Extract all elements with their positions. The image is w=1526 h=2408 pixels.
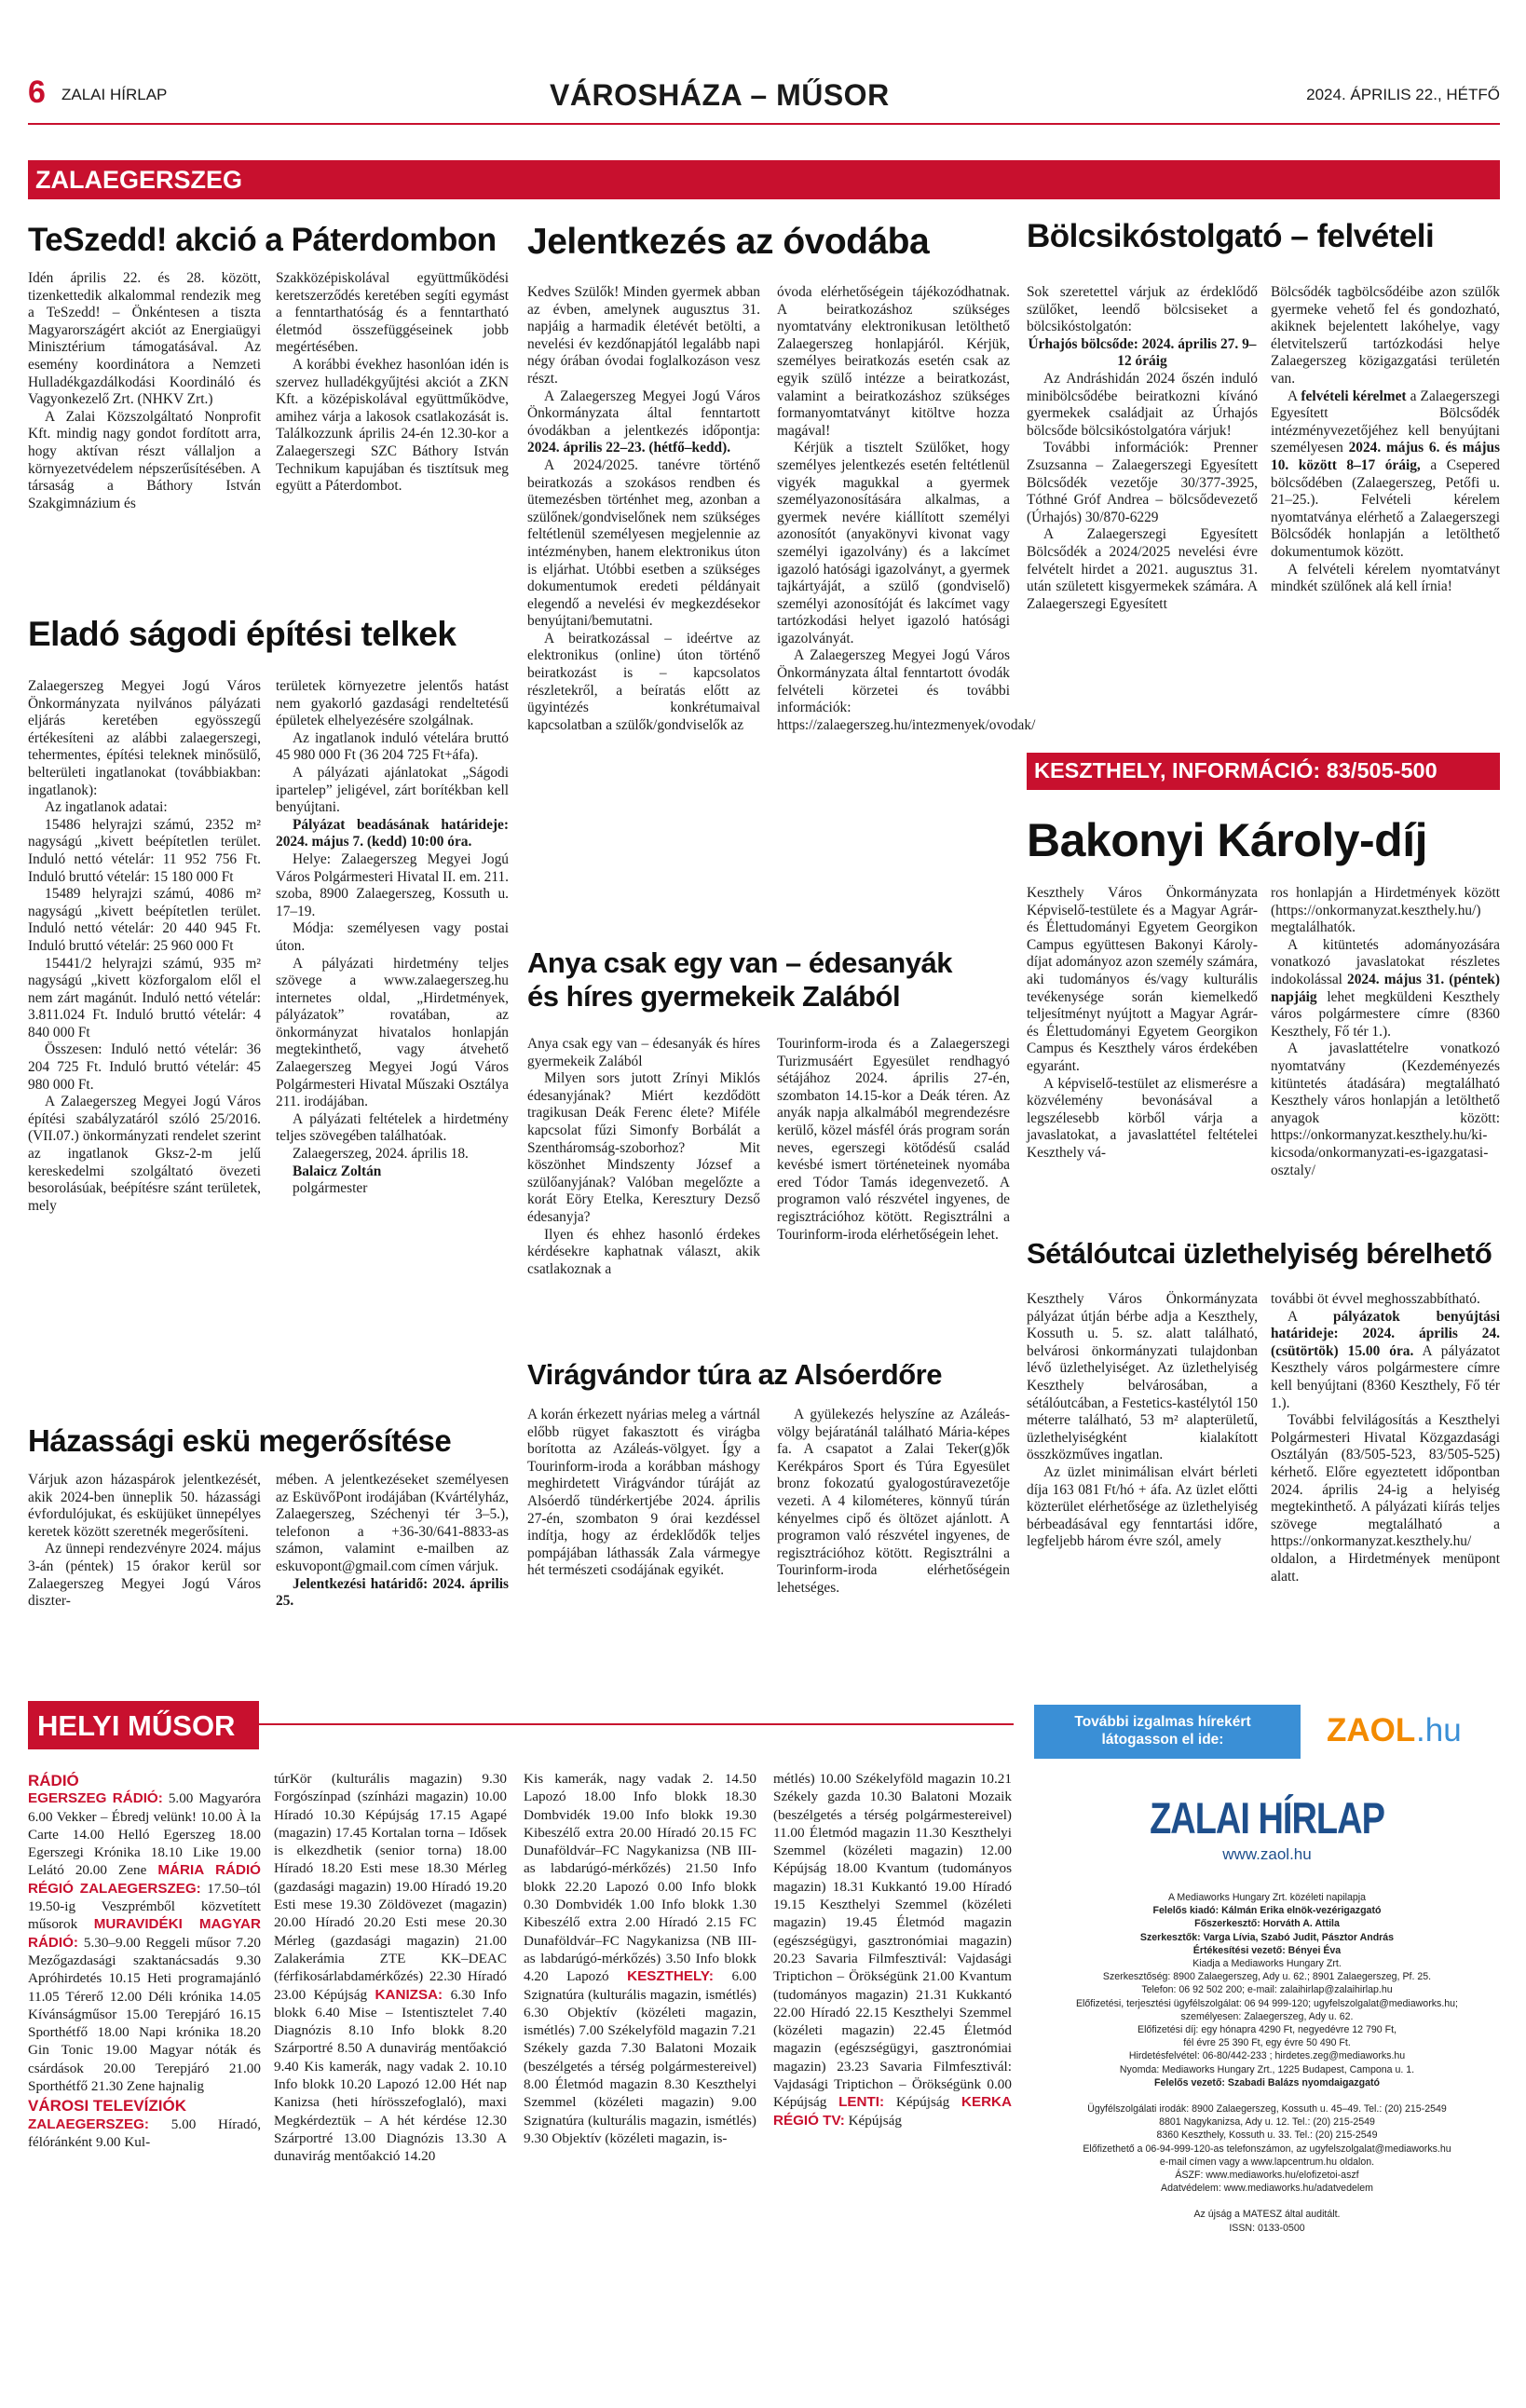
bolcsi-title: Bölcsikóstolgató – felvételi: [1027, 218, 1435, 254]
setalo-title: Sétálóutcai üzlethelyiség bérelhető: [1027, 1237, 1492, 1270]
tv-col3: Kis kamerák, nagy vadak 2. 14.50 Lapozó 18.00 Info blokk 18.30 Dombvidék 19.00 Info blokk 19.30 Kibeszélő extra 20.00 Híradó 20.15 FC Dunaföldvár–FC Nagykanizsa (NB III-as labdarúgó-mérkőzés) 21.50 Info blokk 22.20 Lapozó 0.00 Info blokk 0.30 Dombvidék 1.00 Info blokk 1.30 Kibeszélő extra 2.00 Híradó 2.15 FC Dunaföldvár–FC Nagykanizsa (NB III-as labdarúgó-mérkőzés) 3.50 Info blokk 4.20 Lapozó KESZTHELY: 6.00 Szignatúra (kulturális magazin, ismétlés) 6.30 Objektív (közéleti magazin, ismétlés) 7.00 Székelyföld magazin 7.21 Székely gazda 7.30 Balatoni Mozaik (beszélgetés a térség polgármestereivel) 8.00 Életmód magazin 8.30 Keszthelyi Szemmel (közéleti magazin) 9.00 Szignatúra (kulturális magazin, ismétlés) 9.30 Objektív (közéleti magazin, is-: [524, 1771, 757, 2146]
imprint-line: Ügyfélszolgálati irodák: 8900 Zalaegerszeg, Kossuth u. 45–49. Tel.: (20) 215-2549: [1087, 2103, 1447, 2116]
imprint-line: Előfizetési díj: egy hónapra 4290 Ft, negyedévre 12 790 Ft,: [1138, 2024, 1397, 2036]
tv-col4: métlés) 10.00 Székelyföld magazin 10.21 Székely gazda 10.30 Balatoni Mozaik (beszélgetés a térség polgármestereivel) 11.00 Életmód magazin 11.30 Keszthelyi Szemmel (közéleti magazin) 12.00 Képújság 18.00 Kvantum (tudományos magazin) 18.31 Kukkantó 19.00 Híradó 19.15 Keszthelyi Szemmel (közéleti magazin) 19.45 Életmód magazin (egészségügyi, gasztronómiai magazin) 20.23 Savaria Filmfesztivál: Vajdasági Triptichon – Örökségünk 21.00 Kvantum (tudományos magazin) 21.31 Kukkantó 22.00 Híradó 22.15 Keszthelyi Szemmel (közéleti magazin) 22.45 Életmód magazin (egészségügyi, gasztronómiai magazin) 23.23 Savaria Filmfesztivál: Vajdasági Triptichon – Örökségünk 0.00 Képújság LENTI: Képújság KERKA RÉGIÓ TV: Képújság: [773, 1771, 1012, 2129]
sagod-title: Eladó ságodi építési telkek: [28, 615, 456, 653]
tv-col1: RÁDIÓ EGERSZEG RÁDIÓ: 5.00 Magyaróra 6.00 Vekker – Ébredj velünk! 10.00 À la Carte 14.00 Helló Egerszeg 18.00 Egerszegi Krónika 18.10 Like 19.00 Lelátó 20.00 Zene MÁRIA RÁDIÓ RÉGIÓ ZALAEGERSZEG: 17.50–tól 19.50-ig Veszprémből közvetített műsorok MURAVIDÉKI MAGYAR RÁDIÓ: 5.30–9.00 Reggeli műsor 7.20 Mezőgazdasági szaktanácsadás 9.30 Apróhirdetés 10.15 Heti programajánló 11.05 Térerő 12.00 Déli krónika 14.05 Kívánságműsor 15.00 Terepjáró 16.15 Sporthétfő 18.00 Napi krónika 18.20 Gin Tonic 19.00 Magyar nóták és csárdások 20.00 Terepjáró 21.00 Sporthétfő 21.30 Zene hajnalig VÁROSI TELEVÍZIÓK ZALAEGERSZEG: 5.00 Híradó, félóránként 9.00 Kul-: [28, 1772, 262, 2150]
imprint-line: Adatvédelem: www.mediaworks.hu/adatvedelem: [1161, 2183, 1373, 2195]
imprint-line: ISSN: 0133-0500: [1229, 2222, 1305, 2234]
page-header: [28, 75, 1500, 130]
bakonyi-col1: Keszthely Város Önkormányzata Képviselő-testülete és a Magyar Agrár- és Élettudományi Egyetem Georgikon Campus együttesen Bakonyi Károly-díjat adományoz azon személy számára, aki tudományos és/vagy kulturális tevékenysége során kiemelkedő teljesítményt nyújtott a Magyar Agrár- és Élettudományi Egyetem Georgikon Campus és Keszthely város érdekében egyaránt. A képviselő-testület az elismerésre a közvélemény bevonásával a legszélesebb körből várja a javaslatokat, a javaslattétel feltételei Keszthely vá-: [1027, 885, 1258, 1161]
page-number: 6: [28, 75, 46, 110]
ovoda-col2: óvoda elérhetőségein tájékozódhatnak. A beiratkozáshoz szükséges nyomtatvány elektronikusan letölthető Zalaegerszeg honlapjáról. Kérjük, személyes beiratkozás esetén csak az egyik szülő intézze a beiratkozást, valamint a beiratkozáshoz szükséges formanyomtatványt kitöltve hozza magával! Kérjük a tisztelt Szülőket, hogy személyes jelentkezés esetén feltétlenül vigyék magukkal a gyermek személyazonosítására alkalmas, a gyermek nevére kiállított személyi azonosítót (anyakönyvi kivonat vagy személyi igazolvány) és a lakcímet igazoló hatósági igazolványt, a gyermek tajkártyáját, a szülő (gondviselő) személyi azonosítóját és lakcímet vagy tartózkodási helyet igazoló hatósági igazolványát. A Zalaegerszeg Megyei Jogú Város Önkormányzata által fenntartott óvodák felvételi körzetei és további információk: https://zalaegerszeg.hu/intezmenyek/ovodak/: [777, 284, 1036, 733]
imprint-line: Felelős vezető: Szabadi Balázs nyomdaigazgató: [1154, 2076, 1380, 2088]
bakonyi-title: Bakonyi Károly-díj: [1027, 814, 1427, 866]
tv-rule: [259, 1723, 1014, 1725]
imprint-line: Főszerkesztő: Horváth A. Attila: [1194, 1918, 1340, 1930]
imprint-line: 8360 Keszthely, Kossuth u. 33. Tel.: (20) 215-2549: [1156, 2129, 1378, 2142]
imprint-line: 8801 Nagykanizsa, Ady u. 12. Tel.: (20) 215-2549: [1159, 2116, 1375, 2129]
teszedd-col2: Szakközépiskolával együttműködési keretszerződés keretében segíti egymást a fenntarthatóság és a fenntartható életmód összefüggéseinek jobb megértésében. A korábbi évekhez hasonlóan idén is szervez hulladékgyűjtési akciót a ZKN Kft. a középiskolával együttműködve, amihez várja a lakosok csatlakozását is. Találkozzunk április 24-én 12.30-kor a Zalaegerszegi SZC Báthory István Technikum kapujában és tisztítsuk meg együtt a Páterdombot.: [276, 270, 509, 495]
imprint-lines: [1034, 1891, 1500, 2235]
hazassag-title: Házassági eskü megerősítése: [28, 1423, 452, 1458]
imprint-line: Értékesítési vezető: Bényei Éva: [1192, 1944, 1342, 1956]
signature-name: Balaicz Zoltán: [293, 1163, 382, 1179]
viragvandor-col2: A gyülekezés helyszíne az Azáleás-völgy bejáratánál található Mária-képes fa. A csapatot a Zalai Teker(g)ők Kerékpáros Sport és Túra Egyesület bronz fokozatú gyalogostúravezetője vezeti. A 4 kilométeres, könnyű túrán kényelmes cipő és öltözet ajánlott. A programon való részvétel ingyenes, de regisztrációhoz kötött. Regisztrálni a Tourinform-iroda elérhetőségein lehetséges.: [777, 1407, 1010, 1596]
imprint-line: Nyomda: Mediaworks Hungary Zrt., 1225 Budapest, Campona u. 1.: [1119, 2063, 1415, 2075]
teszedd-col1: Idén április 22. és 28. között, tizenkettedik alkalommal rendezik meg a TeSzedd! – Önkéntesen a tiszta Magyarországért akciót az Energiaügyi Minisztérium támogatásával. Az esemény koordinátora a Nemzeti Hulladékgazdálkodási Koordináló és Vagyonkezelő Zrt. (NHKV Zrt.) A Zalai Közszolgáltató Nonprofit Kft. mindig nagy gondot fordított arra, hogy aktívan részt vállaljon a környezetvédelem népszerűsítésében. A társaság a Báthory István Szakgimnázium és: [28, 270, 261, 511]
teszedd-title: TeSzedd! akció a Páterdombon: [28, 222, 497, 258]
sagod-col1: Zalaegerszeg Megyei Jogú Város Önkormányzata nyilvános pályázati eljárás keretében egyösszegű értékesíteni az alábbi zalaegerszegi, tehermentes, építési teleknek minősülő, belterületi ingatlanokat (továbbiakban: ingatlanok): Az ingatlanok adatai: 15486 helyrajzi számú, 2352 m² nagyságú „kivett beépítetlen terület. Induló nettó vételár: 11 952 756 Ft. Induló bruttó vételár: 15 180 000 Ft 15489 helyrajzi számú, 4086 m² nagyságú „kivett beépítetlen terület. Induló nettó vételár: 20 440 945 Ft. Induló bruttó vételár: 25 960 000 Ft 15441/2 helyrajzi számú, 935 m² nagyságú „kivett közforgalom elől el nem zárt magánút. Induló nettó vételár: 3.811.024 Ft. Induló bruttó vételár: 4 840 000 Ft Összesen: Induló nettó vételár: 36 204 725 Ft. Induló bruttó vételár: 45 980 000 Ft. A Zalaegerszeg Megyei Jogú Város építési szabályzatáról szóló 25/2016. (VII.07.) önkormányzati rendelet szerint az ingatlanok Gksz-2-m jelű kereskedelmi szolgáltató övezeti besorolásúak, beépítésre szánt területek, mely: [28, 678, 261, 1214]
paper-name: ZALAI HÍRLAP: [61, 86, 168, 103]
tv-banner: HELYI MŰSOR: [28, 1701, 259, 1749]
viragvandor-col1: A korán érkezett nyárias meleg a vártnál előbb rügyet fakasztott és virágba borította az Azáleás-völgyet. Így a Tourinform-iroda a korábban máshogy meghirdetett Virágvándor túráját az Alsóerdő tündérkertjébe 2024. április 27-én, szombaton 9 órai kezdéssel indítja, hogy az érdeklődők teljes pompájában láthassák Zala vármegye hét természeti csodájának egyikét.: [527, 1407, 760, 1579]
ovoda-title: Jelentkezés az óvodába: [527, 222, 930, 262]
imprint-line: Szerkesztőség: 8900 Zalaegerszeg, Ady u. 62.; 8901 Zalaegerszeg, Pf. 25.: [1102, 1971, 1432, 1983]
anya-title: Anya csak egy van – édesanyák és híres gyermekeik Zalából: [527, 946, 952, 1013]
imprint-logo: ZALAI HÍRLAP www.zaol.hu: [1150, 1794, 1384, 1863]
signature-title: polgármester: [293, 1180, 368, 1197]
imprint-line: Hirdetésfelvétel: 06-80/442-233 ; hirdetes.zeg@mediaworks.hu: [1128, 2050, 1406, 2062]
sagod-col2: területek környezetre jelentős hatást nem gyakorló gazdasági rendeltetésű épületek elhelyezésére szolgálnak. Az ingatlanok induló vételára bruttó 45 980 000 Ft (36 204 725 Ft+áfa). A pályázati ajánlatokat „Ságodi ipartelep” jeligével, zárt borítékban kell benyújtani. Pályázat beadásának határideje: 2024. május 7. (kedd) 10:00 óra. Helye: Zalaegerszeg Megyei Jogú Város Polgármesteri Hivatal II. em. 211. szoba, 8900 Zalaegerszeg, Kossuth u. 17–19. Módja: személyesen vagy postai úton. A pályázati hirdetmény teljes szövege a www.zalaegerszeg.hu internetes oldal, „Hirdetmények, pályázatok” rovatában, az önkormányzat hivatalos honlapján megtekinthető, vagy átvehető Zalaegerszeg Megyei Jogú Város Polgármesteri Hivatal Műszaki Osztálya 211. irodájában. A pályázati feltételek a hirdetmény teljes szövegében találhatóak. Zalaegerszeg, 2024. április 18. Balaicz Zoltán polgármester: [276, 678, 509, 1197]
tv-section-tv: VÁROSI TELEVÍZIÓK: [28, 2097, 187, 2116]
imprint-line: fél évre 25 390 Ft, egy évre 50 490 Ft.: [1183, 2037, 1351, 2049]
anya-col2: Tourinform-iroda és a Zalaegerszegi Turizmusáért Egyesület rendhagyó sétájához 2024. április 27-én, szombaton 14.15-kor a Deák téren. Az anyák napja alkalmából megrendezésre kerülő, közel másfél órás program során neves, egerszegi kötődésű család kevésbé ismert történeteinek nyomába ered Tódor Tamás idegenvezető. A programon való részvétel ingyenes, de regisztrációhoz kötött. Regisztrálni a Tourinform-iroda elérhetőségein lehet.: [777, 1036, 1010, 1243]
imprint-line: ÁSZF: www.mediaworks.hu/elofizetoi-aszf: [1175, 2170, 1359, 2182]
tv-col2: túrKör (kulturális magazin) 9.30 Forgószínpad (színházi magazin) 10.00 Híradó 10.30 Képújság 17.15 Agapé (magazin) 17.45 Kortalan torna – Idősek is elkezdhetik (senior torna) 18.00 Híradó 18.20 Esti mese 18.30 Mérleg (gazdasági magazin) 19.00 Híradó 19.20 Esti mese 19.30 Zöldövezet (magazin) 20.00 Híradó 20.20 Esti mese 20.30 Mérleg (gazdasági magazin) 21.00 Zalakerámia ZTE KK–DEAC (férfikosárlabdamérkőzés) 22.30 Híradó 23.00 Képújság KANIZSA: 6.30 Info blokk 6.40 Mise – Istentisztelet 7.40 Diagnózis 8.10 Info blokk 8.20 Szárportré 8.50 A dunavirág mentőakció 9.40 Kis kamerák, nagy vadak 2. 10.10 Info blokk 10.20 Lapozó 12.00 Hét nap Kanizsa (heti hírösszefoglaló), maxi Megkérdeztük – A hét kérdése 12.30 Szárportré 13.00 Diagnózis 13.30 A dunavirág mentőakció 14.20: [274, 1771, 507, 2165]
section-title: VÁROSHÁZA – MŰSOR: [550, 78, 890, 112]
header-rule: [28, 123, 1500, 125]
bakonyi-col2: ros honlapján a Hirdetmények között (https://onkormanyzat.keszthely.hu/) megtalálhatók. A kitüntetés adományozására vonatkozó javaslatokat részletes indokolással 2024. május 31. (péntek) napjáig lehet megküldeni Keszthely város polgármestere címre (8360 Keszthely, Fő tér 1.). A javaslattételre vonatkozó nyomtatvány (Kezdeményezés kitüntetés átadására) megtalálható Keszthely város honlapján a letölthető anyagok között: https://onkormanyzat.keszthely.hu/ki-kicsoda/onkormanyzati-es-igazgatasi-osztaly/: [1271, 885, 1500, 1178]
imprint-line: személyesen: Zalaegerszeg, Ady u. 62.: [1180, 2010, 1354, 2022]
imprint-line: Az újság a MATESZ által auditált.: [1193, 2209, 1341, 2221]
imprint-line: Előfizetési, terjesztési ügyfélszolgálat: 06 94 999-120; ugyfelszolgalat@mediaworks.hu;: [1075, 1997, 1458, 2009]
viragvandor-title: Virágvándor túra az Alsóerdőre: [527, 1358, 942, 1391]
anya-col1: Anya csak egy van – édesanyák és híres gyermekeik Zalából Milyen sors jutott Zrínyi Miklós édesanyjának? Miért kezdődött tragikusan Deák Ferenc élete? Miféle kapcsolat fűzi Simonfy Borbálát a Szentháromság-szoborhoz? Mit köszönhet Mindszenty József a szülőanyjának? Valóban megelőzte a korát Eöry Etelka, Keresztury Dezső édesanyja? Ilyen és ehhez hasonló érdekes kérdésekre kaphatnak választ, akik csatlakoznak a: [527, 1036, 760, 1277]
zaol-promo[interactable]: [1034, 1705, 1500, 1759]
imprint-line: Kiadja a Mediaworks Hungary Zrt.: [1192, 1958, 1342, 1970]
imprint-line: Szerkesztők: Varga Lívia, Szabó Judit, Pásztor András: [1139, 1931, 1395, 1943]
tv-section-radio: RÁDIÓ: [28, 1772, 79, 1789]
imprint-box: [1034, 1781, 1500, 2377]
issue-date: 2024. ÁPRILIS 22., HÉTFŐ: [1306, 86, 1500, 103]
zalaegerszeg-banner: ZALAEGERSZEG: [28, 160, 1500, 199]
hazassag-col1: Várjuk azon házaspárok jelentkezését, akik 2024-ben ünneplik 50. házassági évfordulójukat, és esküjüket ünnepélyes keretek között szeretnék megerősíteni. Az ünnepi rendezvényre 2024. május 3-án (péntek) 15 órakor kerül sor Zalaegerszeg Megyei Jogú Város diszter-: [28, 1472, 261, 1610]
zaol-logo: ZAOL .hu: [1301, 1705, 1500, 1759]
imprint-line: Felelős kiadó: Kálmán Erika elnök-vezérigazgató: [1152, 1905, 1382, 1917]
setalo-col1: Keszthely Város Önkormányzata pályázat útján bérbe adja a Keszthely, Kossuth u. 5. sz. alatt található, belvárosi önkormányzati tulajdonban lévő üzlethelyiséget. Az üzlethelyiség Keszthely belvárosában, a sétálóutcában, a Festetics-kastélytól 150 méterre található, 53 m² alapterületű, üzlethelyiségként kialakított összközműves ingatlan. Az üzlet minimálisan elvárt bérleti díja 163 081 Ft/hó + áfa. Az üzlet előtti közterület elérhetősége az üzlethelyiség bérbeadásával egy fenntartási időre, legfeljebb három évre szól, amely: [1027, 1291, 1258, 1550]
imprint-line: Előfizethető a 06-94-999-120-as telefonszámon, az ugyfelszolgalat@mediaworks.hu: [1083, 2143, 1451, 2155]
imprint-line: e-mail címen vagy a www.lapcentrum.hu oldalon.: [1159, 2156, 1375, 2168]
promo-text: További izgalmas hírekért látogasson el ide:: [1074, 1714, 1251, 1748]
bolcsi-col2: Bölcsődék tagbölcsődéibe azon szülők gyermeke vehető fel és gondozható, akiknek bejelentett lakóhelye, vagy életvitelszerű tartózkodási helye Zalaegerszeg közigazgatási területén van. A felvételi kérelmet a Zalaegerszegi Egyesített Bölcsődék intézményvezetőjéhez kell benyújtani személyesen 2024. május 6. és május 10. között 8–17 óráig, a Csepered bölcsődében (Zalaegerszeg, Petőfi u. 21–25.). Felvételi kérelem nyomtatványa elérhető a Zalaegerszegi Bölcsődék honlapján a letölthető dokumentumok között. A felvételi kérelem nyomtatványt mindkét szülőnek alá kell írnia!: [1271, 284, 1501, 595]
setalo-col2: további öt évvel meghosszabbítható. A pályázatok benyújtási határideje: 2024. április 24. (csütörtök) 15.00 óra. A pályázatot Keszthely város polgármestere címre kell benyújtani (8360 Keszthely, Fő tér 1.). További felvilágosítás a Keszthelyi Polgármesteri Hivatal Közgazdasági Osztályán (83/505-523, 83/505-525) kérhető. Előre egyeztetett időpontban 2024. április 24-ig a helyiség megtekinthető. A pályázati kiírás teljes szövege megtalálható a https://onkormanyzat.keszthely.hu/ oldalon, a Hirdetmények menüpont alatt.: [1271, 1291, 1501, 1585]
imprint-line: Telefon: 06 92 502 200; e-mail: zalaihirlap@zalaihirlap.hu: [1141, 1984, 1393, 1996]
ovoda-col1: Kedves Szülők! Minden gyermek abban az évben, amelynek augusztus 31. napjáig a harmadik életévét betölti, a nevelési év kezdőnapjától legalább napi négy órában óvodai foglalkozáson vesz részt. A Zalaegerszeg Megyei Jogú Város Önkormányzata által fenntartott óvodákban a jelentkezés időpontja: 2024. április 22–23. (hétfő–kedd). A 2024/2025. tanévre történő beiratkozás a szokásos rendben és ütemezésben történhet meg, azonban a szülőnek/gondviselőnek nem szükséges feltétlenül személyesen megjelennie az intézményben, hanem elektronikus úton is eljárhat. Utóbbi esetben a szükséges dokumentumok eredeti példányait elegendő a nevelési év megkezdésekor benyújtani/bemutatni. A beiratkozással – ideértve az elektronikus (online) úton történő beiratkozást is – kapcsolatos részletekről, a beíratás előtt az ügyintézés konkrétumaival kapcsolatban a szülők/gondviselők az: [527, 284, 760, 733]
keszthely-banner: KESZTHELY, INFORMÁCIÓ: 83/505-500: [1027, 753, 1500, 790]
bolcsi-col1: Sok szeretettel várjuk az érdeklődő szülőket, leendő bölcsiseket a bölcsikóstolgatón: Úrhajós bölcsőde: 2024. április 27. 9–12 óráig Az Andráshidán 2024 őszén induló minibölcsődébe beiratkozni kívánó gyermekek családjait az Úrhajós bölcsőde bölcsikóstolgatóra várjuk! További információk: Prenner Zsuzsanna – Zalaegerszegi Egyesített Bölcsődék vezetője 30/377-3925, Tóthné Gróf Andrea – bölcsődevezető (Úrhajós) 30/870-6229 A Zalaegerszegi Egyesített Bölcsődék a 2024/2025 nevelési évre felvételt hirdet a 2021. augusztus 31. után született kisgyermekek számára. A Zalaegerszegi Egyesített: [1027, 284, 1258, 612]
imprint-line: A Mediaworks Hungary Zrt. közéleti napilapja: [1168, 1892, 1366, 1903]
hazassag-col2: mében. A jelentkezéseket személyesen az EsküvőPont irodájában (Kvártélyház, Zalaegerszeg, Széchenyi tér 3–5.), telefonon a +36-30/641-8833-as számon, valamint e-mailben az eskuvopont@gmail.com címen várjuk. Jelentkezési határidő: 2024. április 25.: [276, 1472, 509, 1610]
